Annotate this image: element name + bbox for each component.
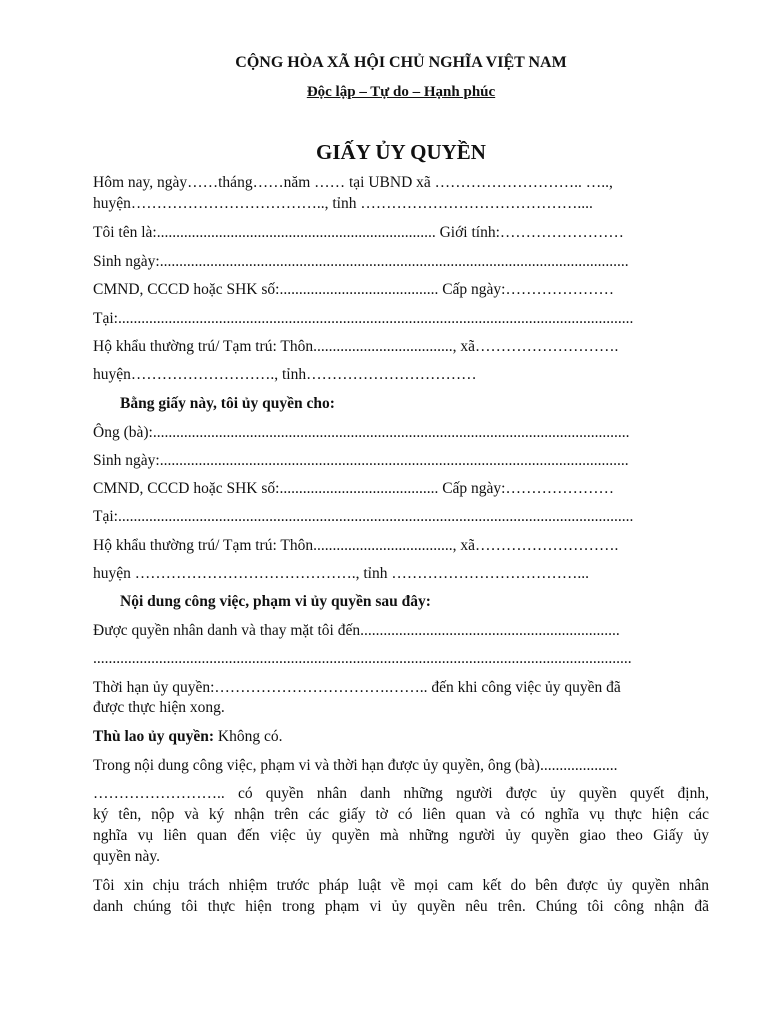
agent-dob-line: Sinh ngày:......................................................................................................................... (93, 452, 629, 469)
term-line-1: Thời hạn ủy quyền:…………………………….…….. đến khi công việc ủy quyền đã (93, 679, 621, 696)
agent-id-line: CMND, CCCD hoặc SHK số:......................................... Cấp ngày:………………… (93, 480, 614, 497)
authorize-heading: Bằng giấy này, tôi ủy quyền cho: (120, 395, 335, 412)
principal-name-line: Tôi tên là:........................................................................ Giới tính:…………………… (93, 224, 624, 241)
agent-residence-line: Hộ khẩu thường trú/ Tạm trú: Thôn...................................., xã………………………. (93, 537, 619, 554)
agent-name-line: Ông (bà):........................................................................................................................... (93, 424, 630, 441)
principal-issued-line: Tại:..................................................................................................................................... (93, 310, 634, 327)
within-line-2: …………………….. có quyền nhân danh những người được ủy quyền quyết định, (93, 785, 709, 802)
principal-district-line: huyện………………………., tỉnh…………………………… (93, 366, 477, 383)
agent-district-line: huyện ……………………………………., tỉnh ………………………………... (93, 565, 589, 582)
document-title: GIẤY ỦY QUYỀN (316, 140, 486, 164)
principal-residence-line: Hộ khẩu thường trú/ Tạm trú: Thôn...................................., xã………………………. (93, 338, 619, 355)
remuneration-value: Không có. (214, 728, 283, 745)
within-line-4: nghĩa vụ liên quan đến việc ủy quyền mà những người ủy quyền giao theo Giấy ủy (93, 827, 709, 844)
principal-id-line: CMND, CCCD hoặc SHK số:......................................... Cấp ngày:………………… (93, 281, 614, 298)
commitment-line-1: Tôi xin chịu trách nhiệm trước pháp luật về mọi cam kết do bên được ủy quyền nhân (93, 877, 709, 894)
intro-line-1: Hôm nay, ngày……tháng……năm …… tại UBND xã ……………………….. ….., (93, 174, 613, 191)
commitment-line-2: danh chúng tôi thực hiện trong phạm vi ủy quyền nêu trên. Chúng tôi công nhận đã (93, 898, 709, 915)
within-line-1: Trong nội dung công việc, phạm vi và thời hạn được ủy quyền, ông (bà).................... (93, 757, 618, 774)
agent-issued-line: Tại:..................................................................................................................................... (93, 508, 634, 525)
scope-heading: Nội dung công việc, phạm vi ủy quyền sau đây: (120, 593, 431, 610)
country-heading: CỘNG HÒA XÃ HỘI CHỦ NGHĨA VIỆT NAM (235, 54, 567, 71)
term-line-2: được thực hiện xong. (93, 699, 225, 716)
scope-line-2: ........................................................................................................................................... (93, 650, 632, 667)
within-line-3: ký tên, nộp và ký nhận trên các giấy tờ có liên quan và có nghĩa vụ thực hiện các (93, 806, 709, 823)
intro-line-2: huyện……………………………….., tỉnh …………………………………….... (93, 195, 593, 212)
principal-dob-line: Sinh ngày:......................................................................................................................... (93, 253, 629, 270)
motto-heading: Độc lập – Tự do – Hạnh phúc (306, 84, 496, 100)
remuneration-label: Thù lao ủy quyền: (93, 728, 215, 745)
within-line-5: quyền này. (93, 848, 161, 865)
remuneration-line (93, 727, 709, 747)
scope-line-1: Được quyền nhân danh và thay mặt tôi đến................................................................... (93, 622, 620, 639)
